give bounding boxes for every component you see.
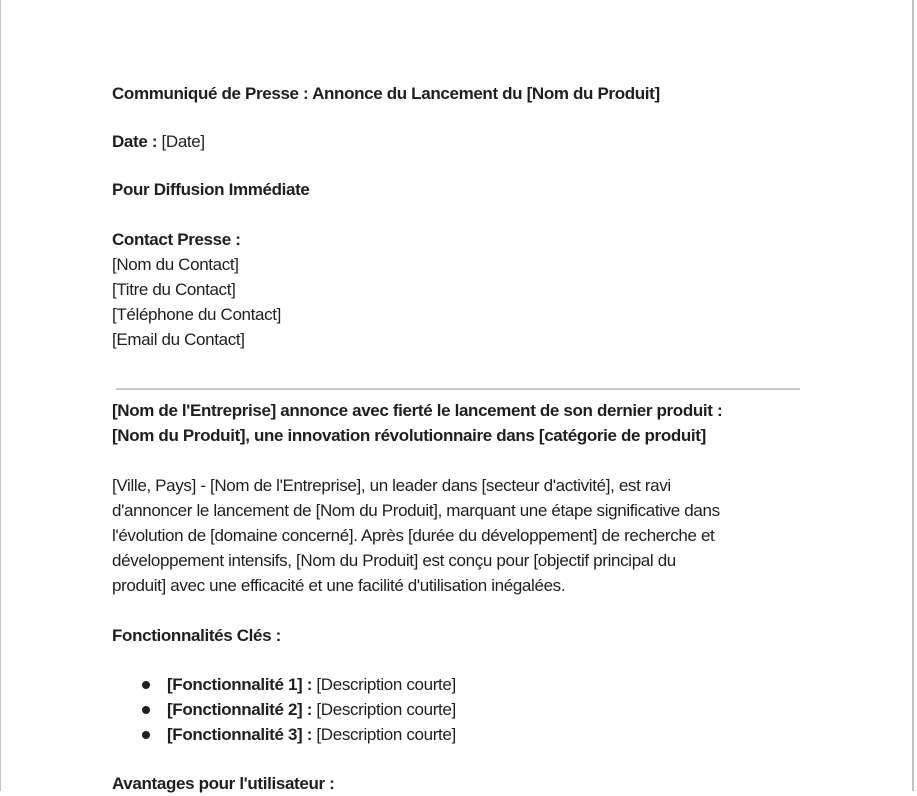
feature-text [167,722,456,747]
bullet-icon [142,706,150,714]
feature-list-item [112,672,812,697]
contact-name: [Nom du Contact] [112,255,239,274]
feature-name: [Fonctionnalité 3] : [167,725,313,744]
feature-text [167,672,456,697]
body-line-4: développement intensifs, [Nom du Produit] est conçu pour [objectif principal du [112,551,676,570]
contact-email: [Email du Contact] [112,330,245,349]
features-heading: Fonctionnalités Clés : [112,626,281,645]
feature-list-item [112,697,812,722]
feature-description: [Description courte] [316,675,456,694]
date-label: Date : [112,132,158,151]
body-line-1: [Ville, Pays] - [Nom de l'Entreprise], un leader dans [secteur d'activité], est ravi [112,476,671,495]
body-line-2: d'annoncer le lancement de [Nom du Produit], marquant une étape significative dans [112,501,720,520]
bullet-icon [142,681,150,689]
date-line [112,129,205,154]
feature-name: [Fonctionnalité 2] : [167,700,313,719]
contact-phone: [Téléphone du Contact] [112,305,282,324]
feature-name: [Fonctionnalité 1] : [167,675,313,694]
feature-description: [Description courte] [316,725,456,744]
horizontal-divider [116,388,800,390]
body-line-3: l'évolution de [domaine concerné]. Après [durée du développement] de recherche et [112,526,715,545]
headline-line-1: [Nom de l'Entreprise] annonce avec fierté le lancement de son dernier produit : [112,401,723,420]
feature-description: [Description courte] [316,700,456,719]
headline-line-2: [Nom du Produit], une innovation révolutionnaire dans [catégorie de produit] [112,426,706,445]
release-note: Pour Diffusion Immédiate [112,180,310,199]
contact-title: [Titre du Contact] [112,280,236,299]
body-line-5: produit] avec une efficacité et une facilité d'utilisation inégalées. [112,576,566,595]
date-value: [Date] [161,132,205,151]
feature-text [167,697,456,722]
document-title: Communiqué de Presse : Annonce du Lancement du [Nom du Produit] [112,84,660,103]
contact-heading: Contact Presse : [112,230,241,249]
bullet-icon [142,731,150,739]
benefits-heading: Avantages pour l'utilisateur : [112,774,335,793]
feature-list-item [112,722,812,747]
